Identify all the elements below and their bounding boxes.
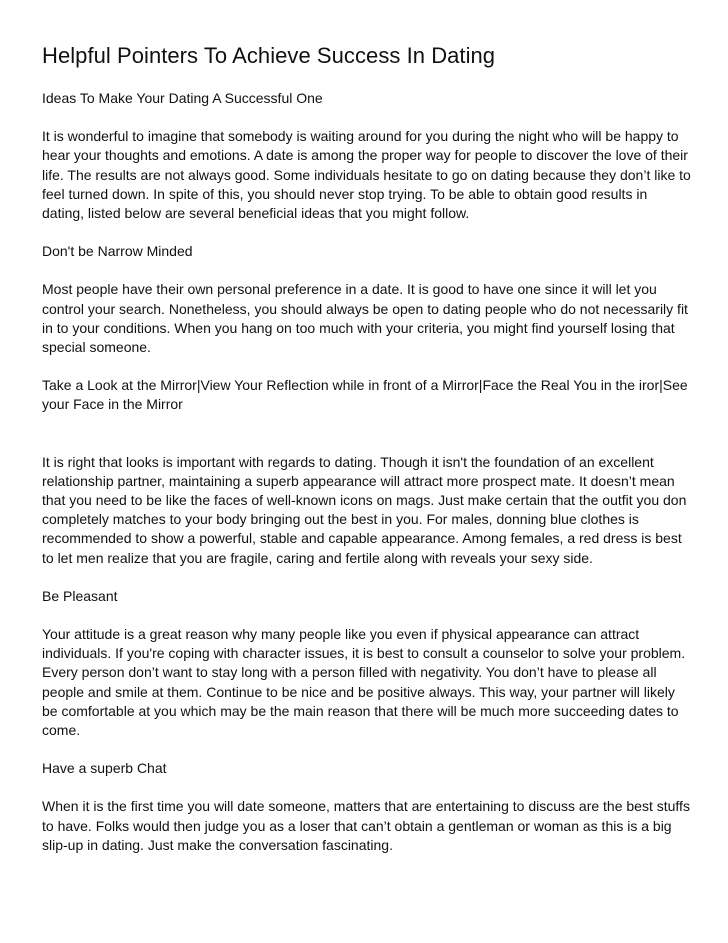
section-heading-narrow-minded: Don't be Narrow Minded xyxy=(42,243,193,260)
document-content xyxy=(42,42,692,874)
document-subtitle: Ideas To Make Your Dating A Successful One xyxy=(42,90,323,106)
section-heading-be-pleasant: Be Pleasant xyxy=(42,587,118,604)
section-body-narrow-minded: Most people have their own personal preference in a date. It is good to have one since it will let you control your search. Nonetheless, you should always be open to dating people who do not necessarily fit in to your conditions. When you hang on too much with your criteria, you might find yourself losing that special someone. xyxy=(42,281,688,356)
section-heading-mirror: Take a Look at the Mirror|View Your Reflection while in front of a Mirror|Face the Real You in the iror|See your Face in the Mirror xyxy=(42,377,688,413)
section-spacer xyxy=(42,434,692,453)
intro-paragraph: It is wonderful to imagine that somebody is waiting around for you during the night who will be happy to hear your thoughts and emotions. A date is among the proper way for people to discover the love of their life. The results are not always good. Some individuals hesitate to go on dating because they don’t like to feel turned down. In spite of this, you should never stop trying. To be able to obtain good results in dating, listed below are several beneficial ideas that you might follow. xyxy=(42,128,691,222)
section-body-be-pleasant: Your attitude is a great reason why many people like you even if physical appearance can attract individuals. If you're coping with character issues, it is best to consult a counselor to solve your problem. Every person don’t want to stay long with a person filled with negativity. You don’t have to please all people and smile at them. Continue to be nice and be positive always. This way, your partner will likely be comfortable at you which may be the main reason that there will be much more succeeding dates to come. xyxy=(42,626,686,739)
section-heading-superb-chat: Have a superb Chat xyxy=(42,760,167,777)
section-body-superb-chat: When it is the first time you will date someone, matters that are entertaining to discuss are the best stuffs to have. Folks would then judge you as a loser that can’t obtain a gentleman or woman as this is a big slip-up in dating. Just make the conversation fascinating. xyxy=(42,798,690,853)
document-title: Helpful Pointers To Achieve Success In Dating xyxy=(42,43,496,68)
section-body-mirror: It is right that looks is important with regards to dating. Though it isn't the foundation of an excellent relationship partner, maintaining a superb appearance will attract more prospect mate. It doesn’t mean that you need to be like the faces of well-known icons on mags. Just make certain that the outfit you don completely matches to your body bringing out the best in you. For males, donning blue clothes is recommended to show a powerful, stable and capable appearance. Among females, a red dress is best to let men realize that you are fragile, caring and fertile along with reveals your sexy side. xyxy=(42,453,687,566)
